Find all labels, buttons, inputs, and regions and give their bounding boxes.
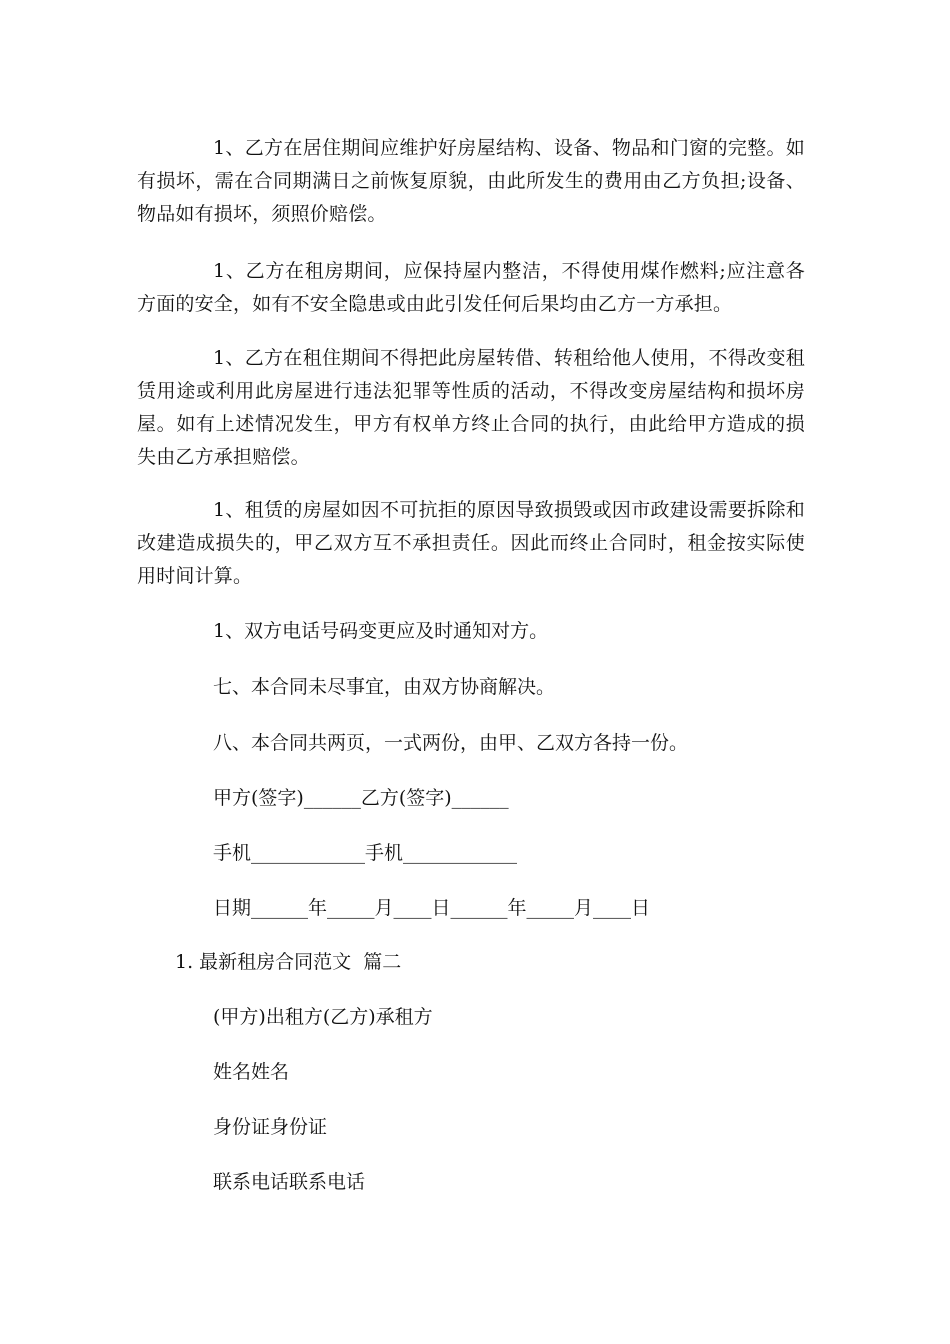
id-line: 身份证身份证	[213, 1116, 328, 1138]
contact-line: 联系电话联系电话	[213, 1171, 366, 1193]
clause-cleanliness-safety: 1、乙方在租房期间，应保持屋内整洁，不得使用煤作燃料;应注意各方面的安全，如有不安全隐患或由此引发任何后果均由乙方一方承担。	[137, 260, 805, 315]
clause-no-sublet: 1、乙方在租住期间不得把此房屋转借、转租给他人使用，不得改变租赁用途或利用此房屋进行违法犯罪等性质的活动，不得改变房屋结构和损坏房屋。如有上述情况发生，甲方有权单方终止合同的执行，由此给甲方造成的损失由乙方承担赔偿。	[137, 347, 805, 468]
clause-unresolved-matters: 七、本合同未尽事宜，由双方协商解决。	[213, 676, 556, 698]
clause-phone-change: 1、双方电话号码变更应及时通知对方。	[213, 620, 549, 642]
name-line: 姓名姓名	[213, 1061, 290, 1083]
signature-line: 甲方(签字)______乙方(签字)______	[213, 787, 509, 809]
clause-maintenance: 1、乙方在居住期间应维护好房屋结构、设备、物品和门窗的完整。如有损坏，需在合同期满日之前恢复原貌，由此所发生的费用由乙方负担;设备、物品如有损坏，须照价赔偿。	[137, 137, 805, 225]
date-line: 日期______年_____月____日______年_____月____日	[213, 897, 651, 919]
clause-force-majeure: 1、租赁的房屋如因不可抗拒的原因导致损毁或因市政建设需要拆除和改建造成损失的，甲乙双方互不承担责任。因此而终止合同时，租金按实际使用时间计算。	[137, 499, 805, 587]
clause-copies: 八、本合同共两页，一式两份，由甲、乙双方各持一份。	[213, 732, 689, 754]
parties-line: (甲方)出租方(乙方)承租方	[213, 1006, 433, 1028]
phone-line: 手机____________手机____________	[213, 842, 518, 864]
section-heading: 1. 最新租房合同范文 篇二	[175, 951, 402, 973]
